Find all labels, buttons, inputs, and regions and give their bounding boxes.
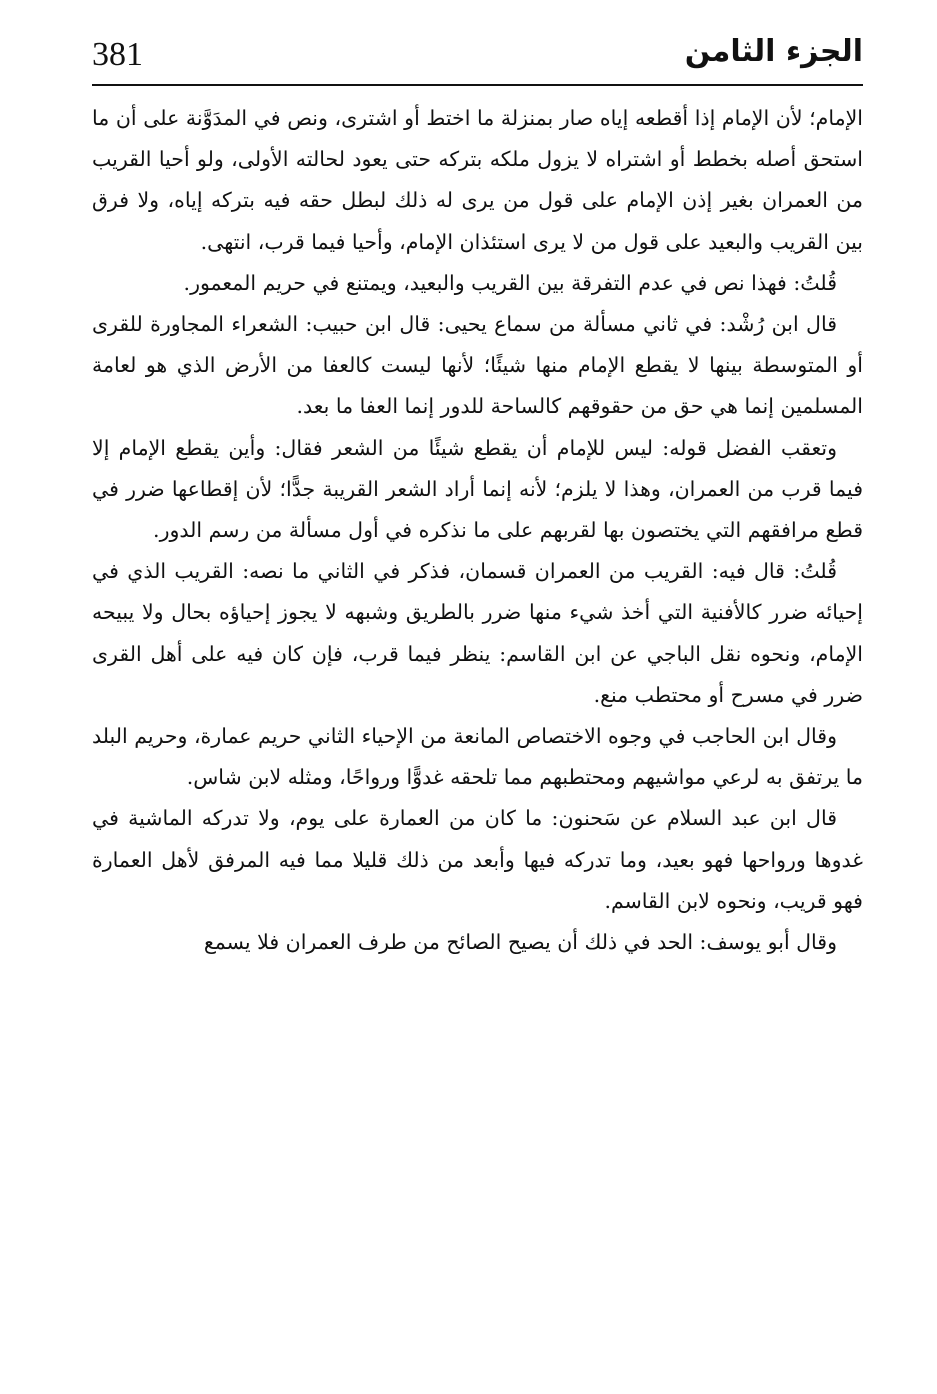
paragraph: الإمام؛ لأن الإمام إذا أقطعه إياه صار بمنزلة ما اختط أو اشترى، ونص في المدَوَّنة على أن ما استحق أصله بخطط أو اشتراه لا يزول ملكه بتركه حتى يعود لحالته الأولى، ولو أحيا القريب من العمران بغير إذن الإمام على قول من يرى له ذلك لبطل حقه فيه بتركه إياه، ولا فرق بين القريب والبعيد على قول من لا يرى استئذان الإمام، وأحيا فيما قرب، انتهى. bbox=[92, 106, 863, 254]
paragraph: وقال أبو يوسف: الحد في ذلك أن يصيح الصائح من طرف العمران فلا يسمع bbox=[203, 930, 837, 955]
paragraph: قُلتُ: فهذا نص في عدم التفرقة بين القريب والبعيد، ويمتنع في حريم المعمور. bbox=[183, 270, 837, 295]
part-title: الجزء الثامن bbox=[684, 34, 863, 69]
header-rule bbox=[92, 84, 863, 86]
paragraph: وقال ابن الحاجب في وجوه الاختصاص المانعة من الإحياء الثاني حريم عمارة، وحريم البلد ما يرتفق به لرعي مواشيهم ومحتطبهم مما تلحقه غدوًّا ورواحًا، ومثله لابن شاس. bbox=[92, 724, 863, 790]
running-head bbox=[92, 30, 863, 82]
paragraph: قال ابن رُشْد: في ثاني مسألة من سماع يحيى: قال ابن حبيب: الشعراء المجاورة للقرى أو المتوسطة بينها لا يقطع الإمام منها شيئًا؛ لأنها ليست كالعفا من الأرض الذي هو لعامة المسلمين إنما هي حق من حقوقهم كالساحة للدور إنما العفا ما بعد. bbox=[92, 312, 863, 419]
body-text bbox=[92, 98, 863, 963]
page-number: 381 bbox=[92, 36, 143, 73]
paragraph: قُلتُ: قال فيه: القريب من العمران قسمان، فذكر في الثاني ما نصه: القريب الذي في إحيائه ضرر كالأفنية التي أخذ شيء منها ضرر بالطريق وشبهه لا يجوز إحياؤه بحال ولا يبيحه الإمام، ونحوه نقل الباجي عن ابن القاسم: ينظر فيما قرب، فإن كان فيه على أهل القرى ضرر في مسرح أو محتطب منع. bbox=[92, 559, 863, 707]
paragraph: وتعقب الفضل قوله: ليس للإمام أن يقطع شيئًا من الشعر فقال: وأين يقطع الإمام إلا فيما قرب من العمران، وهذا لا يلزم؛ لأنه إنما أراد الشعر القريبة جدًّا؛ لأن إقطاعها ضرر في قطع مرافقهم التي يختصون بها لقربهم على ما نذكره في أول مسألة من رسم الدور. bbox=[92, 435, 863, 543]
paragraph: قال ابن عبد السلام عن سَحنون: ما كان من العمارة على يوم، ولا تدركه الماشية في غدوها ورواحها فهو بعيد، وما تدركه فيها وأبعد من ذلك قليلا مما فيه المرفق لأهل العمارة فهو قريب، ونحوه لابن القاسم. bbox=[92, 806, 863, 913]
